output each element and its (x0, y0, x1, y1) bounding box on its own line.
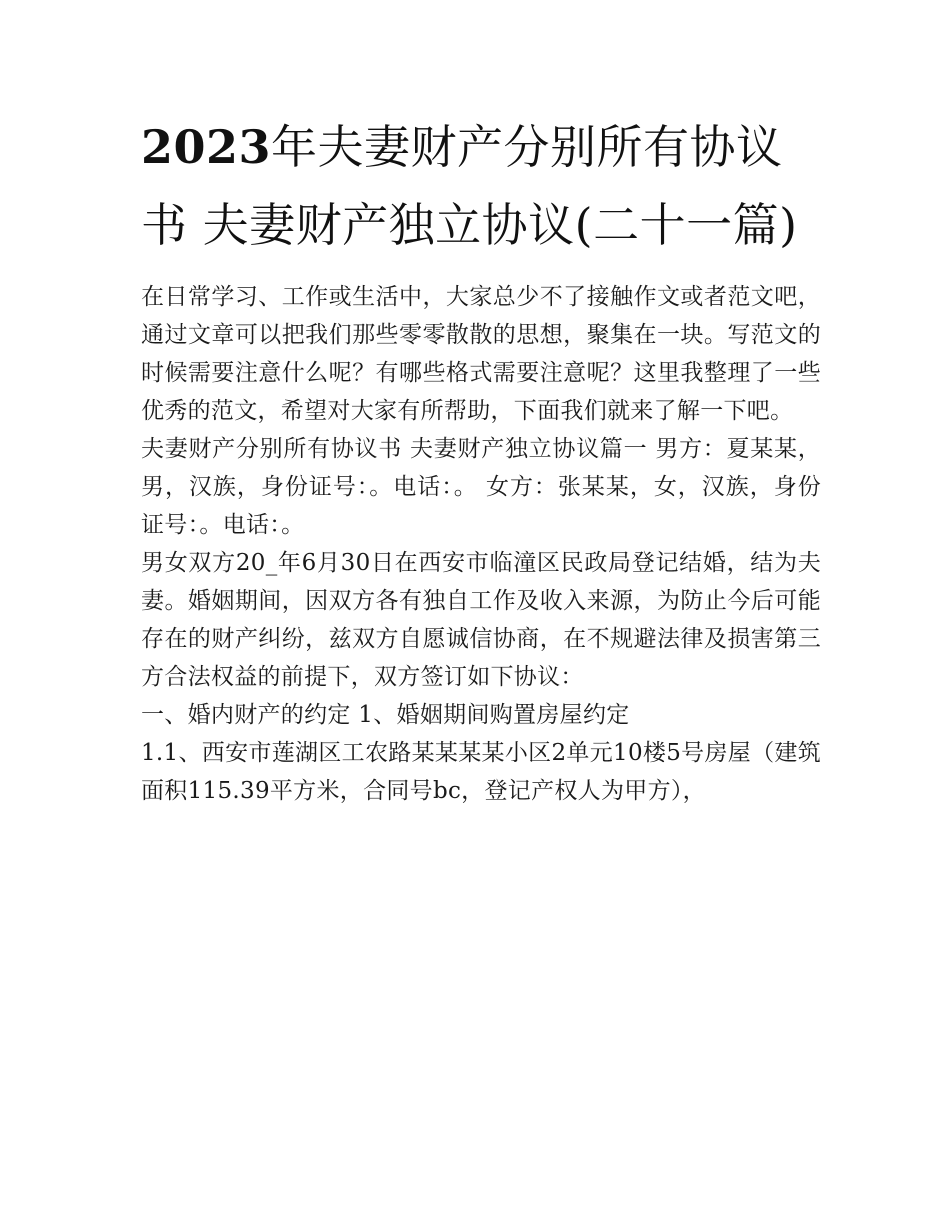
marriage-paragraph: 男女双方20_年6月30日在西安市临潼区民政局登记结婚，结为夫妻。婚姻期间，因双方各有独自工作及收入来源，为防止今后可能存在的财产纠纷，兹双方自愿诚信协商，在不规避法律及损害第三方合法权益的前提下，双方签订如下协议： (141, 550, 821, 690)
title-year: 2023 (141, 120, 272, 174)
document-title (141, 108, 821, 264)
title-text: 年夫妻财产分别所有协议书 夫妻财产独立协议(二十一篇) (141, 120, 798, 252)
clause-paragraph: 1.1、西安市莲湖区工农路某某某某小区2单元10楼5号房屋（建筑面积115.39平方米，合同号bc，登记产权人为甲方）， (141, 740, 821, 804)
intro-paragraph: 在日常学习、工作或生活中，大家总少不了接触作文或者范文吧，通过文章可以把我们那些零零散散的思想，聚集在一块。写范文的时候需要注意什么呢？有哪些格式需要注意呢？这里我整理了一些优秀的范文，希望对大家有所帮助，下面我们就来了解一下吧。 (141, 284, 821, 424)
document-page (141, 108, 821, 810)
parties-paragraph: 夫妻财产分别所有协议书 夫妻财产独立协议篇一 男方：夏某某，男，汉族，身份证号：。电话：。 女方：张某某，女，汉族，身份证号：。电话：。 (141, 436, 821, 538)
section-heading: 一、婚内财产的约定 1、婚姻期间购置房屋约定 (141, 702, 630, 728)
